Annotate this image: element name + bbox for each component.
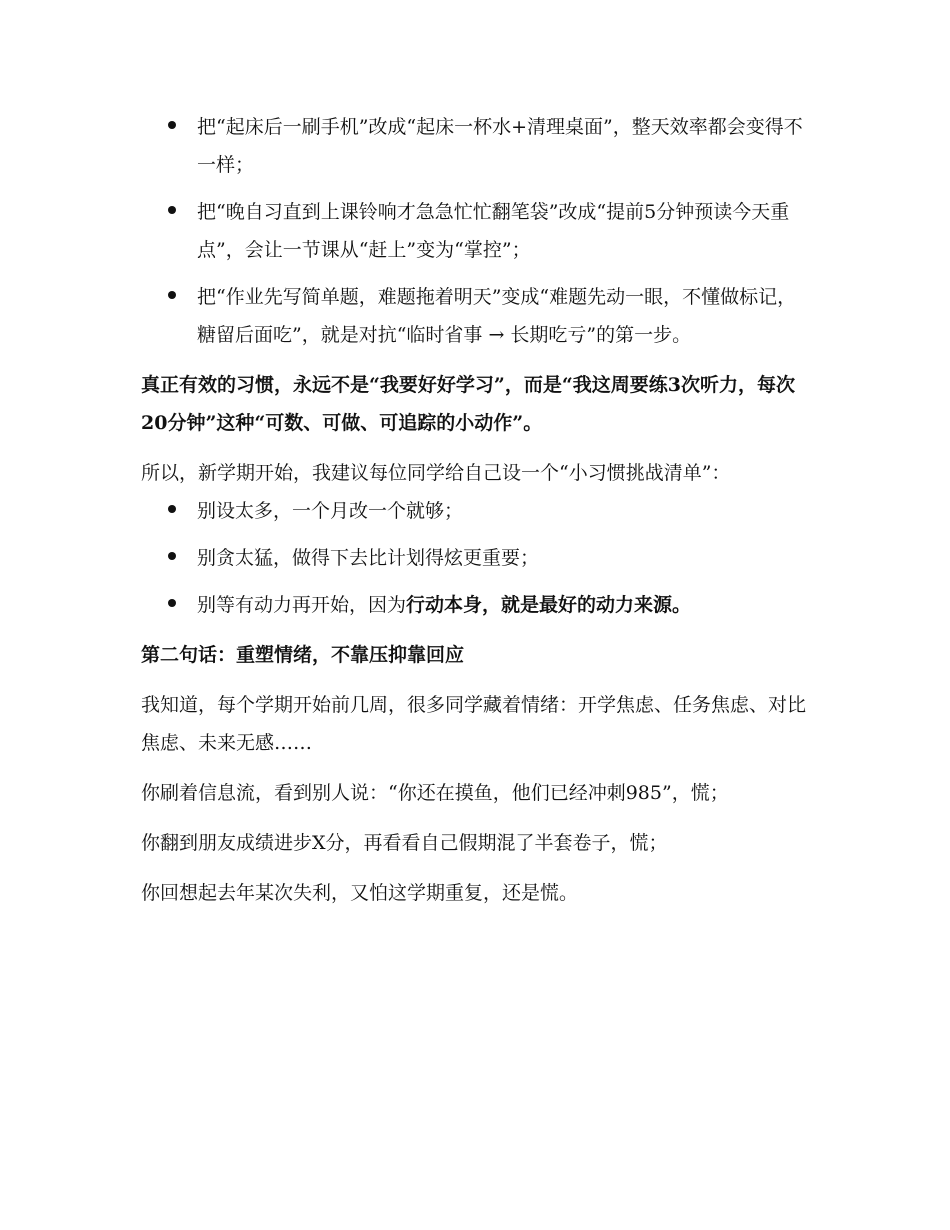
list-item-text: 把“晚自习直到上课铃响才急急忙忙翻笔袋”改成“提前5分钟预读今天重点”，会让一节课从“赶上”变为“掌控”； [197, 201, 790, 261]
list-item-text: 把“起床后一刷手机”改成“起床一杯水+清理桌面”，整天效率都会变得不一样； [197, 116, 803, 176]
list-item [141, 278, 806, 354]
paragraph: 你回想起去年某次失利，又怕这学期重复，还是慌。 [141, 882, 579, 904]
list-item [141, 193, 806, 269]
list-item-text: 把“作业先写简单题，难题拖着明天”变成“难题先动一眼，不懂做标记，糖留后面吃”，就是对抗“临时省事 → 长期吃亏”的第一步。 [197, 286, 797, 346]
list-item [141, 492, 806, 530]
paragraph: 我知道，每个学期开始前几周，很多同学藏着情绪：开学焦虑、任务焦虑、对比焦虑、未来无感…… [141, 694, 807, 754]
habit-examples-list [141, 108, 806, 354]
challenge-list [141, 492, 806, 624]
list-item-emphasis: 行动本身，就是最好的动力来源。 [406, 594, 692, 616]
list-item [141, 108, 806, 184]
list-item-text: 别设太多，一个月改一个就够； [197, 500, 464, 522]
bullet-icon [168, 599, 176, 607]
bullet-icon [168, 206, 176, 214]
list-item [141, 539, 806, 577]
document-body [141, 108, 806, 912]
bullet-icon [168, 121, 176, 129]
intro-paragraph: 所以，新学期开始，我建议每位同学给自己设一个“小习惯挑战清单”： [141, 462, 731, 484]
bold-statement: 真正有效的习惯，永远不是“我要好好学习”，而是“我这周要练3次听力，每次20分钟”这种“可数、可做、可追踪的小动作”。 [141, 374, 796, 434]
paragraph: 你刷着信息流，看到别人说：“你还在摸鱼，他们已经冲刺985”，慌； [141, 782, 729, 804]
list-item [141, 586, 806, 624]
list-item-text: 别等有动力再开始，因为 [197, 594, 407, 616]
bullet-icon [168, 291, 176, 299]
section-heading: 第二句话：重塑情绪，不靠压抑靠回应 [141, 644, 465, 666]
bullet-icon [168, 552, 176, 560]
list-item-text: 别贪太猛，做得下去比计划得炫更重要； [197, 547, 540, 569]
bullet-icon [168, 505, 176, 513]
paragraph: 你翻到朋友成绩进步X分，再看看自己假期混了半套卷子，慌； [141, 832, 668, 854]
